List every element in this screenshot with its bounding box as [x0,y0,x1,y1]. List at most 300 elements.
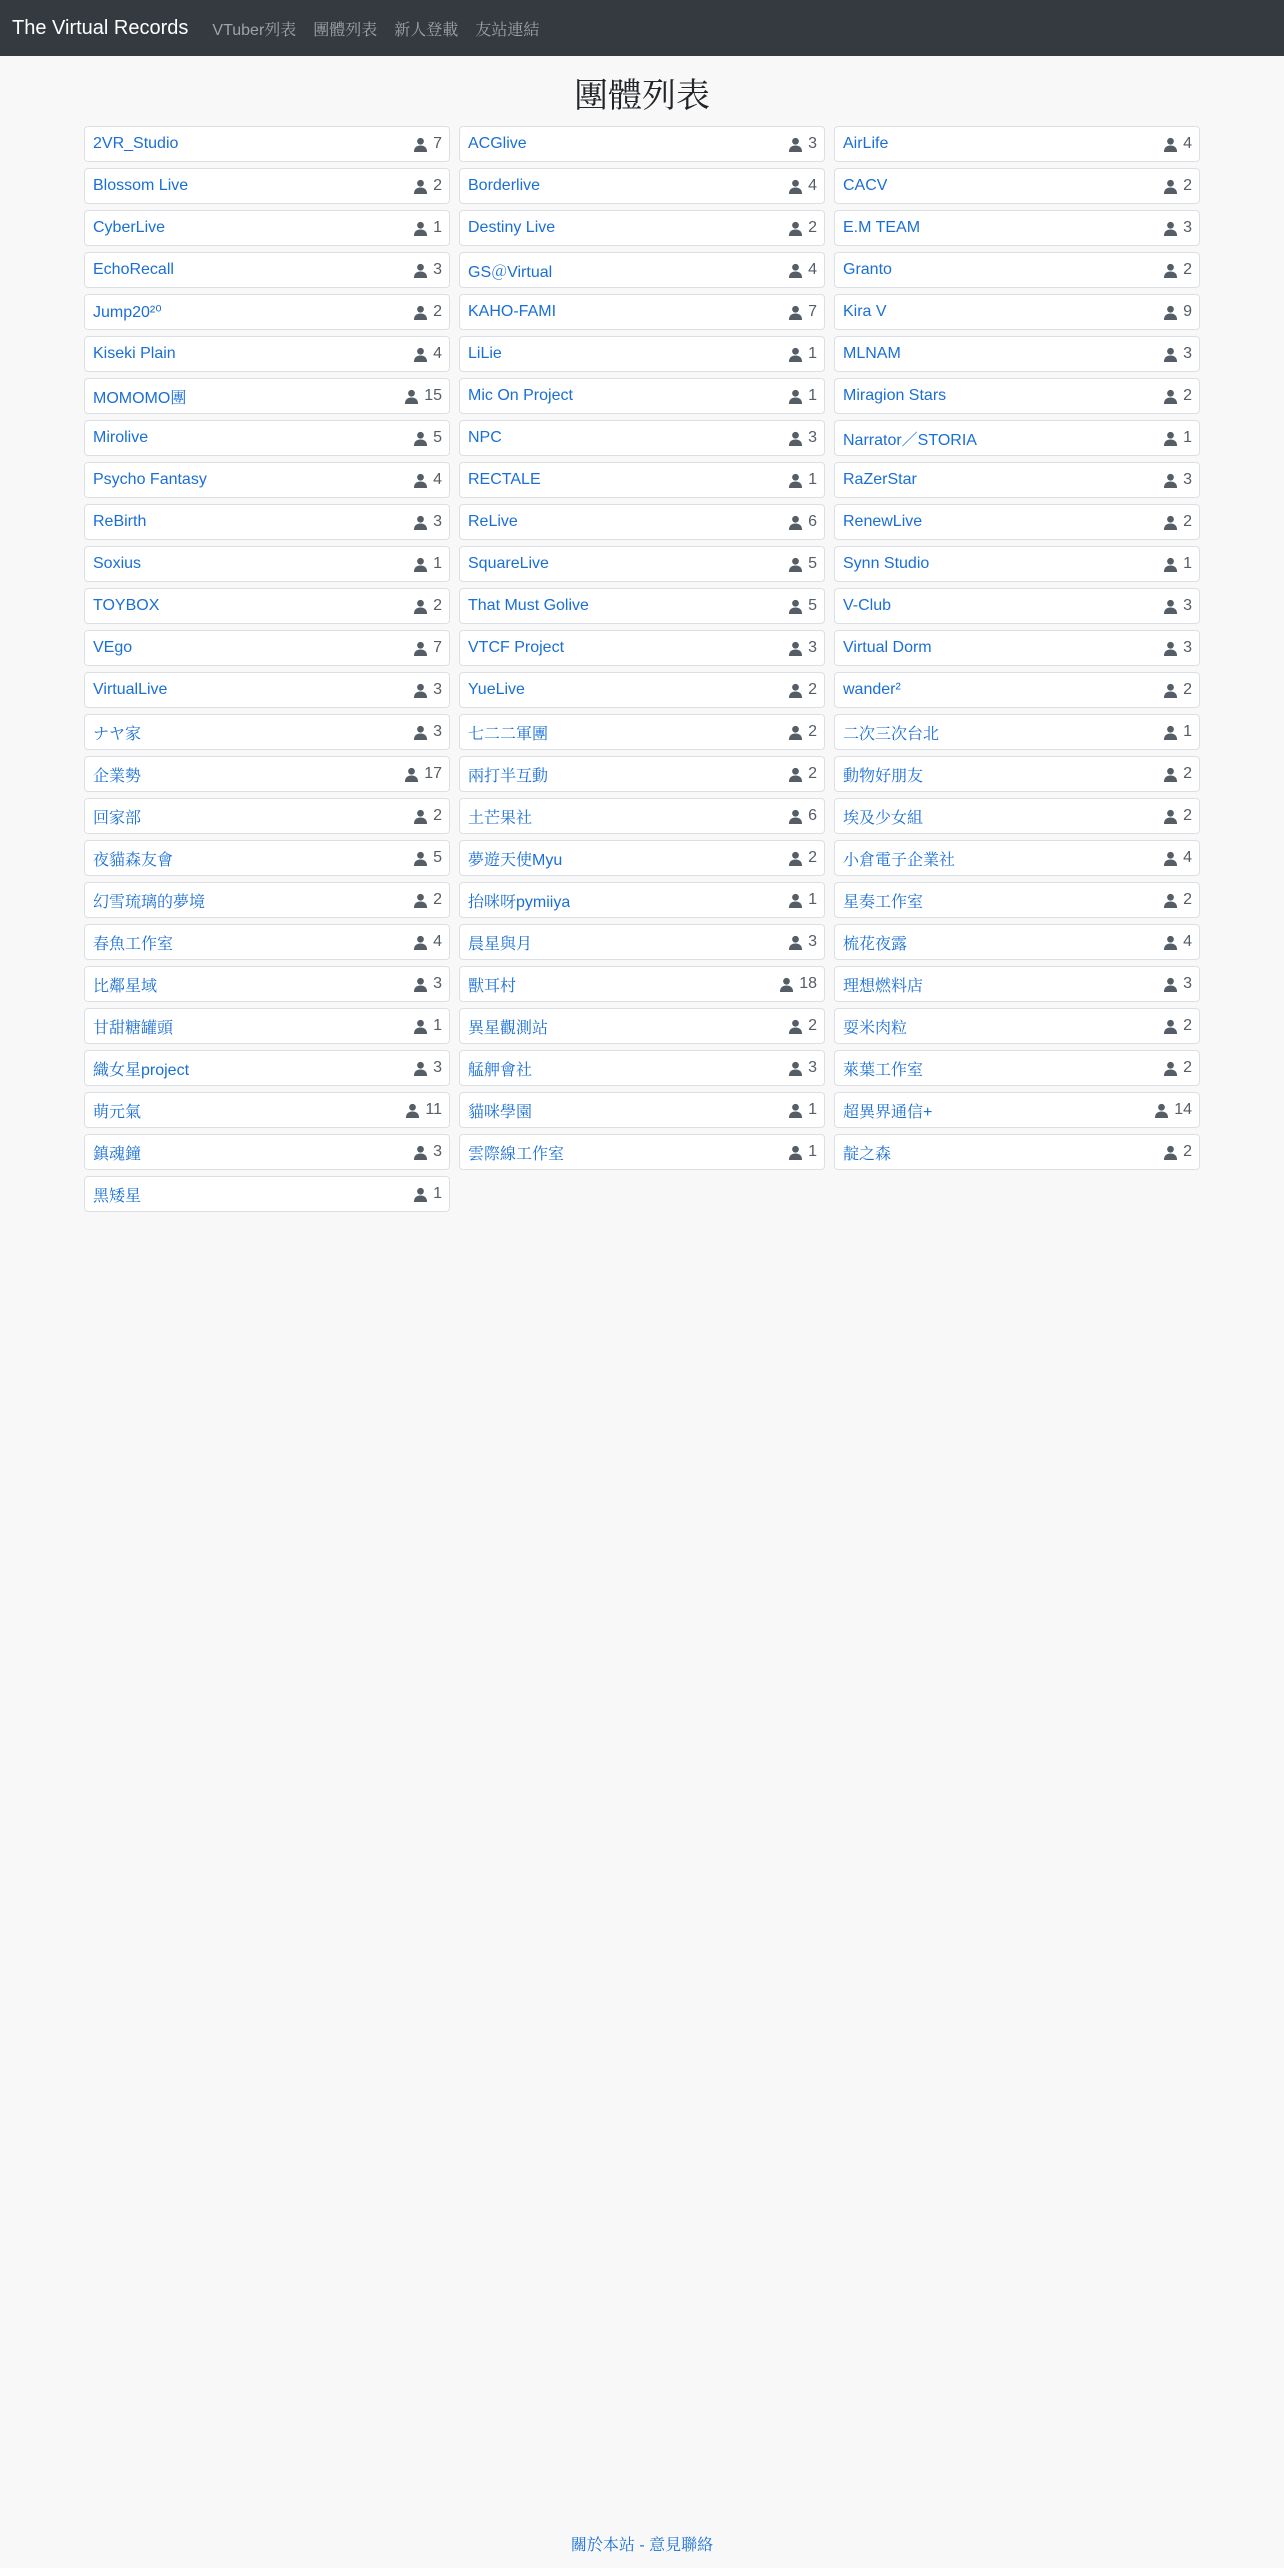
user-icon [788,347,803,362]
group-name-link[interactable]: RenewLive [843,513,923,530]
user-icon [413,809,428,824]
group-item[interactable] [84,1050,450,1086]
group-name-link[interactable]: 春魚工作室 [93,935,174,953]
group-item[interactable] [834,924,1200,960]
group-name-link[interactable]: Synn Studio [843,555,930,572]
group-name-link[interactable]: VirtualLive [93,681,168,698]
nav-link-newcomers[interactable]: 新人登載 [394,21,459,39]
group-name-link[interactable]: 小倉電子企業社 [843,851,956,869]
member-count-value: 17 [424,765,442,782]
user-icon [788,263,803,278]
group-name-link[interactable]: MOMOMO團 [93,389,187,407]
group-name-link[interactable]: CACV [843,177,888,194]
member-count-value: 3 [1183,219,1192,236]
group-name-link[interactable]: 埃及少女組 [843,809,924,827]
group-name-link[interactable]: E.M TEAM [843,219,921,236]
group-name-link[interactable]: TOYBOX [93,597,160,614]
user-icon [1163,473,1178,488]
group-name-link[interactable]: 抬咪呀pymiiya [468,893,571,911]
user-icon [788,893,803,908]
member-count-value: 3 [433,975,442,992]
group-name-link[interactable]: V-Club [843,597,892,614]
member-count [1154,1101,1192,1119]
member-count-value: 2 [808,765,817,782]
group-item[interactable] [459,294,825,330]
group-name-link[interactable]: Psycho Fantasy [93,471,207,488]
group-name-link[interactable]: 梳花夜露 [843,935,908,953]
member-count [413,639,442,657]
group-name-link[interactable]: Mic On Project [468,387,573,404]
member-count [788,261,817,279]
group-item[interactable] [834,840,1200,876]
group-item[interactable] [84,966,450,1002]
group-name-link[interactable]: Borderlive [468,177,541,194]
group-item[interactable] [834,294,1200,330]
group-grid [84,126,1200,1212]
member-count [788,1017,817,1035]
user-icon [413,851,428,866]
group-item[interactable] [459,336,825,372]
member-count-value: 4 [1183,135,1192,152]
member-count [779,975,817,993]
member-count [1163,891,1192,909]
user-icon [413,473,428,488]
user-icon [1163,851,1178,866]
group-name-link[interactable]: 兩打半互動 [468,767,549,785]
member-count-value: 1 [433,1185,442,1202]
member-count [788,513,817,531]
group-name-link[interactable]: Kiseki Plain [93,345,176,362]
group-item[interactable] [834,378,1200,414]
group-item[interactable] [459,882,825,918]
group-name-link[interactable]: RaZerStar [843,471,917,488]
member-count-value: 1 [433,219,442,236]
group-name-link[interactable]: MLNAM [843,345,901,362]
feedback-link[interactable]: 意見聯絡 [649,2537,714,2554]
group-item[interactable] [84,420,450,456]
group-name-link[interactable]: 夢遊天使Myu [468,851,563,869]
group-name-link[interactable]: 超異界通信+ [843,1103,933,1121]
group-name-link[interactable]: RECTALE [468,471,541,488]
member-count-value: 1 [808,1101,817,1118]
member-count-value: 3 [808,933,817,950]
member-count [788,639,817,657]
group-item[interactable] [834,252,1200,288]
group-item[interactable] [84,168,450,204]
member-count-value: 2 [433,891,442,908]
group-name-link[interactable]: 2VR_Studio [93,135,179,152]
member-count-value: 3 [433,1143,442,1160]
member-count-value: 3 [433,261,442,278]
group-item[interactable] [834,798,1200,834]
group-name-link[interactable]: That Must Golive [468,597,589,614]
user-icon [413,977,428,992]
member-count-value: 11 [425,1101,442,1118]
member-count [1163,303,1192,321]
member-count-value: 2 [1183,1059,1192,1076]
group-item[interactable] [459,924,825,960]
member-count [1163,681,1192,699]
group-item[interactable] [459,1050,825,1086]
group-item[interactable] [459,504,825,540]
group-item[interactable] [834,630,1200,666]
user-icon [1163,221,1178,236]
member-count-value: 3 [1183,597,1192,614]
group-name-link[interactable]: 織女星project [93,1061,190,1079]
member-count-value: 2 [1183,765,1192,782]
user-icon [1163,809,1178,824]
member-count-value: 2 [1183,681,1192,698]
group-item[interactable] [834,336,1200,372]
member-count-value: 4 [433,471,442,488]
member-count-value: 2 [433,177,442,194]
user-icon [404,389,419,404]
group-name-link[interactable]: ACGlive [468,135,527,152]
member-count [413,723,442,741]
group-item[interactable] [84,588,450,624]
group-name-link[interactable]: AirLife [843,135,889,152]
group-item[interactable] [834,882,1200,918]
member-count [413,597,442,615]
group-name-link[interactable]: 夜貓森友會 [93,851,174,869]
user-icon [1163,977,1178,992]
user-icon [779,977,794,992]
group-item[interactable] [459,798,825,834]
member-count [413,135,442,153]
group-item[interactable] [834,546,1200,582]
group-item[interactable] [84,714,450,750]
user-icon [413,557,428,572]
group-item[interactable] [84,840,450,876]
group-item[interactable] [84,924,450,960]
member-count [404,765,442,783]
group-name-link[interactable]: CyberLive [93,219,166,236]
group-item[interactable] [459,210,825,246]
member-count [1163,261,1192,279]
group-name-link[interactable]: Miragion Stars [843,387,947,404]
member-count [788,429,817,447]
group-item[interactable] [459,756,825,792]
member-count [404,387,442,405]
nav-link-friend-sites[interactable]: 友站連結 [475,21,540,39]
group-name-link[interactable]: KAHO-FAMI [468,303,557,320]
member-count [788,555,817,573]
user-icon [788,599,803,614]
group-item[interactable] [834,210,1200,246]
group-name-link[interactable]: 甘甜糖罐頭 [93,1019,174,1037]
user-icon [788,221,803,236]
member-count [413,1017,442,1035]
user-icon [1163,515,1178,530]
member-count-value: 2 [1183,177,1192,194]
user-icon [413,1145,428,1160]
group-name-link[interactable]: SquareLive [468,555,549,572]
group-item[interactable] [834,1134,1200,1170]
group-name-link[interactable]: 晨星與月 [468,935,533,953]
group-name-link[interactable]: Narrator／STORIA [843,431,977,449]
member-count-value: 4 [1183,849,1192,866]
member-count [413,975,442,993]
group-item[interactable] [834,462,1200,498]
group-name-link[interactable]: 靛之森 [843,1145,892,1163]
group-name-link[interactable]: ReBirth [93,513,147,530]
member-count-value: 14 [1174,1101,1192,1118]
member-count [1163,639,1192,657]
group-item[interactable] [84,504,450,540]
group-item[interactable] [834,504,1200,540]
user-icon [1163,557,1178,572]
group-name-link[interactable]: 鎮魂鐘 [93,1145,142,1163]
group-name-link[interactable]: 幻雪琉璃的夢境 [93,893,206,911]
member-count-value: 3 [433,1059,442,1076]
member-count-value: 2 [1183,513,1192,530]
group-name-link[interactable]: VTCF Project [468,639,565,656]
member-count-value: 2 [1183,387,1192,404]
member-count-value: 1 [1183,723,1192,740]
member-count [1163,1143,1192,1161]
group-item[interactable] [84,462,450,498]
user-icon [1163,305,1178,320]
group-item[interactable] [834,126,1200,162]
member-count [788,1059,817,1077]
user-icon [788,1145,803,1160]
member-count-value: 7 [433,639,442,656]
group-item[interactable] [834,672,1200,708]
group-name-link[interactable]: 土芒果社 [468,809,533,827]
user-icon [1163,683,1178,698]
member-count [788,177,817,195]
member-count [1163,1059,1192,1077]
user-icon [1163,599,1178,614]
group-name-link[interactable]: Granto [843,261,892,278]
group-item[interactable] [84,798,450,834]
group-name-link[interactable]: Soxius [93,555,142,572]
group-item[interactable] [459,714,825,750]
group-name-link[interactable]: 回家部 [93,809,142,827]
member-count-value: 2 [1183,1143,1192,1160]
member-count-value: 1 [433,1017,442,1034]
group-name-link[interactable]: 理想燃料店 [843,977,924,995]
user-icon [405,1103,420,1118]
about-link[interactable]: 關於本站 [570,2537,635,2554]
group-name-link[interactable]: 耍米肉粒 [843,1019,908,1037]
member-count [788,891,817,909]
group-item[interactable] [459,168,825,204]
group-item[interactable] [834,756,1200,792]
group-name-link[interactable]: 企業勢 [93,767,142,785]
group-name-link[interactable]: Jump20²⁰ [93,304,162,321]
group-name-link[interactable]: Blossom Live [93,177,189,194]
member-count [788,681,817,699]
member-count-value: 2 [808,219,817,236]
user-icon [1163,893,1178,908]
group-name-link[interactable]: Mirolive [93,429,149,446]
member-count [1163,513,1192,531]
user-icon [1163,1145,1178,1160]
member-count [788,387,817,405]
member-count-value: 3 [808,135,817,152]
member-count [1163,177,1192,195]
member-count-value: 2 [808,849,817,866]
member-count-value: 1 [808,471,817,488]
group-name-link[interactable]: Destiny Live [468,219,556,236]
group-item[interactable] [84,756,450,792]
group-name-link[interactable]: 萊葉工作室 [843,1061,924,1079]
user-icon [413,263,428,278]
group-name-link[interactable]: 萌元氣 [93,1103,142,1121]
group-name-link[interactable]: 比鄰星域 [93,977,158,995]
group-item[interactable] [84,336,450,372]
group-item[interactable] [459,630,825,666]
member-count [413,219,442,237]
member-count [788,345,817,363]
group-item[interactable] [84,630,450,666]
member-count [1163,555,1192,573]
member-count-value: 1 [808,891,817,908]
user-icon [413,1187,428,1202]
group-item[interactable] [84,1134,450,1170]
member-count-value: 2 [808,681,817,698]
member-count [788,849,817,867]
group-item[interactable] [459,252,825,288]
group-item[interactable] [84,210,450,246]
group-item[interactable] [459,378,825,414]
member-count-value: 2 [1183,891,1192,908]
group-name-link[interactable]: 黑矮星 [93,1187,142,1205]
user-icon [404,767,419,782]
group-item[interactable] [834,588,1200,624]
user-icon [1163,137,1178,152]
group-item[interactable] [834,1092,1200,1128]
group-name-link[interactable]: NPC [468,429,502,446]
group-item[interactable] [459,1092,825,1128]
footer-separator: - [634,2537,650,2554]
group-item[interactable] [459,1008,825,1044]
user-icon [1163,347,1178,362]
group-item[interactable] [459,126,825,162]
user-icon [1163,725,1178,740]
group-name-link[interactable]: YueLive [468,681,525,698]
group-name-link[interactable]: 異星觀測站 [468,1019,549,1037]
member-count-value: 4 [808,177,817,194]
member-count [413,429,442,447]
member-count-value: 7 [433,135,442,152]
group-name-link[interactable]: EchoRecall [93,261,174,278]
group-item[interactable] [834,1008,1200,1044]
user-icon [788,1103,803,1118]
user-icon [413,515,428,530]
group-item[interactable] [84,252,450,288]
group-item[interactable] [459,420,825,456]
group-name-link[interactable]: 貓咪學園 [468,1103,533,1121]
member-count [413,807,442,825]
group-item[interactable] [834,1050,1200,1086]
member-count [413,303,442,321]
group-name-link[interactable]: 二次三次台北 [843,725,940,743]
nav-link-group-list[interactable]: 團體列表 [313,21,378,39]
member-count [1163,387,1192,405]
group-item[interactable] [84,378,450,414]
group-item[interactable] [459,588,825,624]
member-count-value: 1 [433,555,442,572]
group-item[interactable] [84,672,450,708]
nav-link-vtuber-list[interactable]: VTuber列表 [212,21,297,39]
user-icon [788,515,803,530]
member-count-value: 2 [433,597,442,614]
member-count [405,1101,442,1119]
group-item[interactable] [84,294,450,330]
member-count [1163,807,1192,825]
group-item[interactable] [834,966,1200,1002]
group-name-link[interactable]: ReLive [468,513,518,530]
member-count-value: 3 [1183,345,1192,362]
member-count [1163,135,1192,153]
user-icon [1163,1061,1178,1076]
member-count [788,471,817,489]
member-count-value: 2 [1183,261,1192,278]
group-item[interactable] [834,714,1200,750]
group-name-link[interactable]: wander² [843,681,901,698]
member-count-value: 5 [808,555,817,572]
group-name-link[interactable]: 艋舺會社 [468,1061,533,1079]
group-item[interactable] [84,1008,450,1044]
member-count [1163,219,1192,237]
user-icon [1163,179,1178,194]
group-item[interactable] [84,882,450,918]
member-count [788,135,817,153]
group-item[interactable] [84,546,450,582]
group-name-link[interactable]: GS＠Virtual [468,263,553,281]
member-count-value: 2 [1183,1017,1192,1034]
user-icon [788,137,803,152]
member-count [788,807,817,825]
group-item[interactable] [84,1092,450,1128]
group-item[interactable] [459,672,825,708]
group-item[interactable] [459,840,825,876]
user-icon [1163,641,1178,656]
brand-link[interactable]: The Virtual Records [12,16,189,39]
group-name-link[interactable]: VEgo [93,639,133,656]
group-item[interactable] [459,546,825,582]
member-count [413,177,442,195]
group-item[interactable] [834,420,1200,456]
group-item[interactable] [84,1176,450,1212]
group-name-link[interactable]: 七二二軍團 [468,725,549,743]
group-item[interactable] [84,126,450,162]
user-icon [788,1061,803,1076]
user-icon [788,935,803,950]
group-name-link[interactable]: 獸耳村 [468,977,517,995]
group-item[interactable] [834,168,1200,204]
group-name-link[interactable]: Kira V [843,303,887,320]
member-count-value: 4 [808,261,817,278]
member-count [788,597,817,615]
member-count-value: 1 [1183,429,1192,446]
group-name-link[interactable]: LiLie [468,345,502,362]
user-icon [413,599,428,614]
group-name-link[interactable]: 動物好朋友 [843,767,924,785]
group-name-link[interactable]: 星奏工作室 [843,893,924,911]
member-count-value: 4 [433,933,442,950]
member-count [413,345,442,363]
group-item[interactable] [459,462,825,498]
member-count-value: 6 [808,513,817,530]
group-item[interactable] [459,966,825,1002]
group-name-link[interactable]: 雲際線工作室 [468,1145,565,1163]
group-name-link[interactable]: Virtual Dorm [843,639,932,656]
group-item[interactable] [459,1134,825,1170]
group-name-link[interactable]: ナヤ家 [93,725,142,743]
